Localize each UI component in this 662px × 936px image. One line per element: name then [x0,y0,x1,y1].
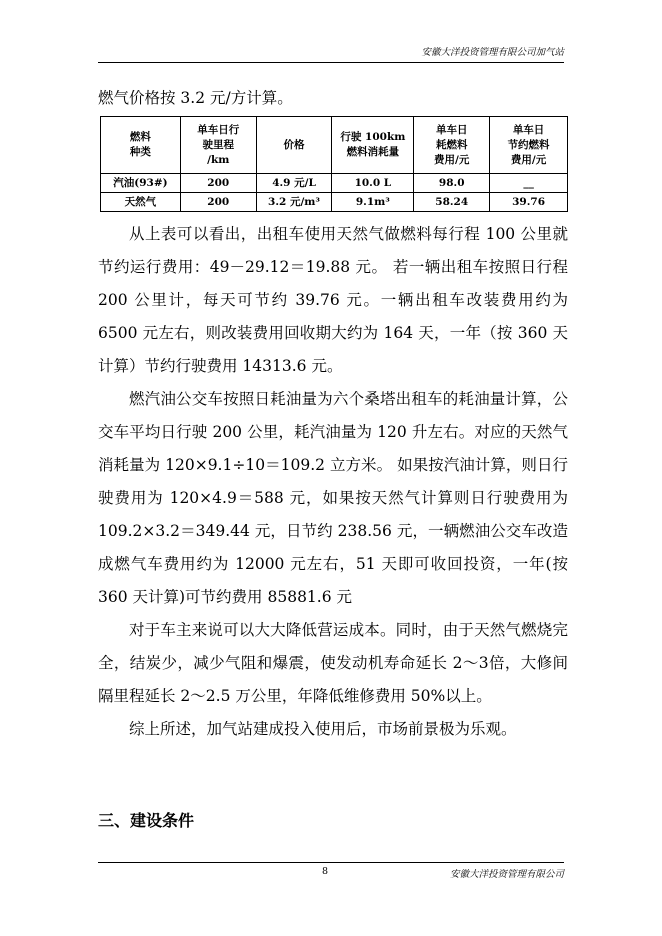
header-cell-consumption: 行驶 100km 燃料消耗量 [332,117,414,174]
header-cell-daily-distance: 单车日行 驶里程 /km [180,117,256,174]
table-cell: 天然气 [101,193,181,212]
table-cell: 98.0 [414,174,490,193]
header-cell-daily-cost: 单车日 耗燃料 费用/元 [414,117,490,174]
footer-divider [98,862,564,863]
header-company-station: 安徽大洋投资管理有限公司加气站 [421,47,564,58]
body-text [98,218,568,746]
table-cell: 58.24 [414,193,490,212]
footer-company: 安徽大洋投资管理有限公司 [449,869,564,880]
table-row [101,174,568,193]
table-cell: 9.1m³ [332,193,414,212]
table-cell: 200 [180,174,256,193]
table-cell: 10.0 L [332,174,414,193]
header-cell-price: 价格 [256,117,332,174]
section-title: 三、建设条件 [98,811,195,830]
paragraph-bus-savings: 燃汽油公交车按照日耗油量为六个桑塔出租车的耗油量计算，公交车平均日行驶 200 公里，耗汽油量为 120 升左右。对应的天然气消耗量为 120×9.1÷10＝109.2 立方米。 如果按汽油计算，则日行驶费用为 120×4.9＝588 元，如果按天然气计算则日行驶费用为 109.2×3.2＝349.44 元，日节约 238.56 元，一辆燃油公交车改造成燃气车费用约为 12000 元左右，51 天即可收回投资，一年(按 360 天计算)可节约费用 85881.6 元 [98,390,568,606]
table-cell: 39.76 [490,193,568,212]
table-cell: 4.9 元/L [256,174,332,193]
fuel-cost-table [100,116,568,212]
table-row [101,193,568,212]
paragraph-owner-benefits: 对于车主来说可以大大降低营运成本。同时，由于天然气燃烧完全，结炭少，减少气阻和爆震，使发动机寿命延长 2～3倍，大修间隔里程延长 2～2.5 万公里，年降低维修费用 50%以上。 [98,621,568,705]
table-cell: 汽油(93#) [101,174,181,193]
table-cell: __ [490,174,568,193]
header-cell-daily-saving: 单车日 节约燃料 费用/元 [490,117,568,174]
paragraph-conclusion: 综上所述，加气站建成投入使用后，市场前景极为乐观。 [129,720,517,738]
paragraph-taxi-savings: 从上表可以看出，出租车使用天然气做燃料每行程 100 公里就节约运行费用：49－29.12＝19.88 元。 若一辆出租车按照日行程 200 公里计，每天可节约 39.76 元。一辆出租车改装费用约为 6500 元左右，则改装费用回收期大约为 164 天，一年（按 360 天计算）节约行驶费用 14313.6 元。 [98,225,568,375]
page-number: 8 [322,866,329,877]
header-cell-fuel-type: 燃料 种类 [101,117,181,174]
table-cell: 3.2 元/m³ [256,193,332,212]
table-header-row [101,117,568,174]
lead-line: 燃气价格按 3.2 元/方计算。 [98,89,293,107]
page-header [98,44,564,63]
table-cell: 200 [180,193,256,212]
